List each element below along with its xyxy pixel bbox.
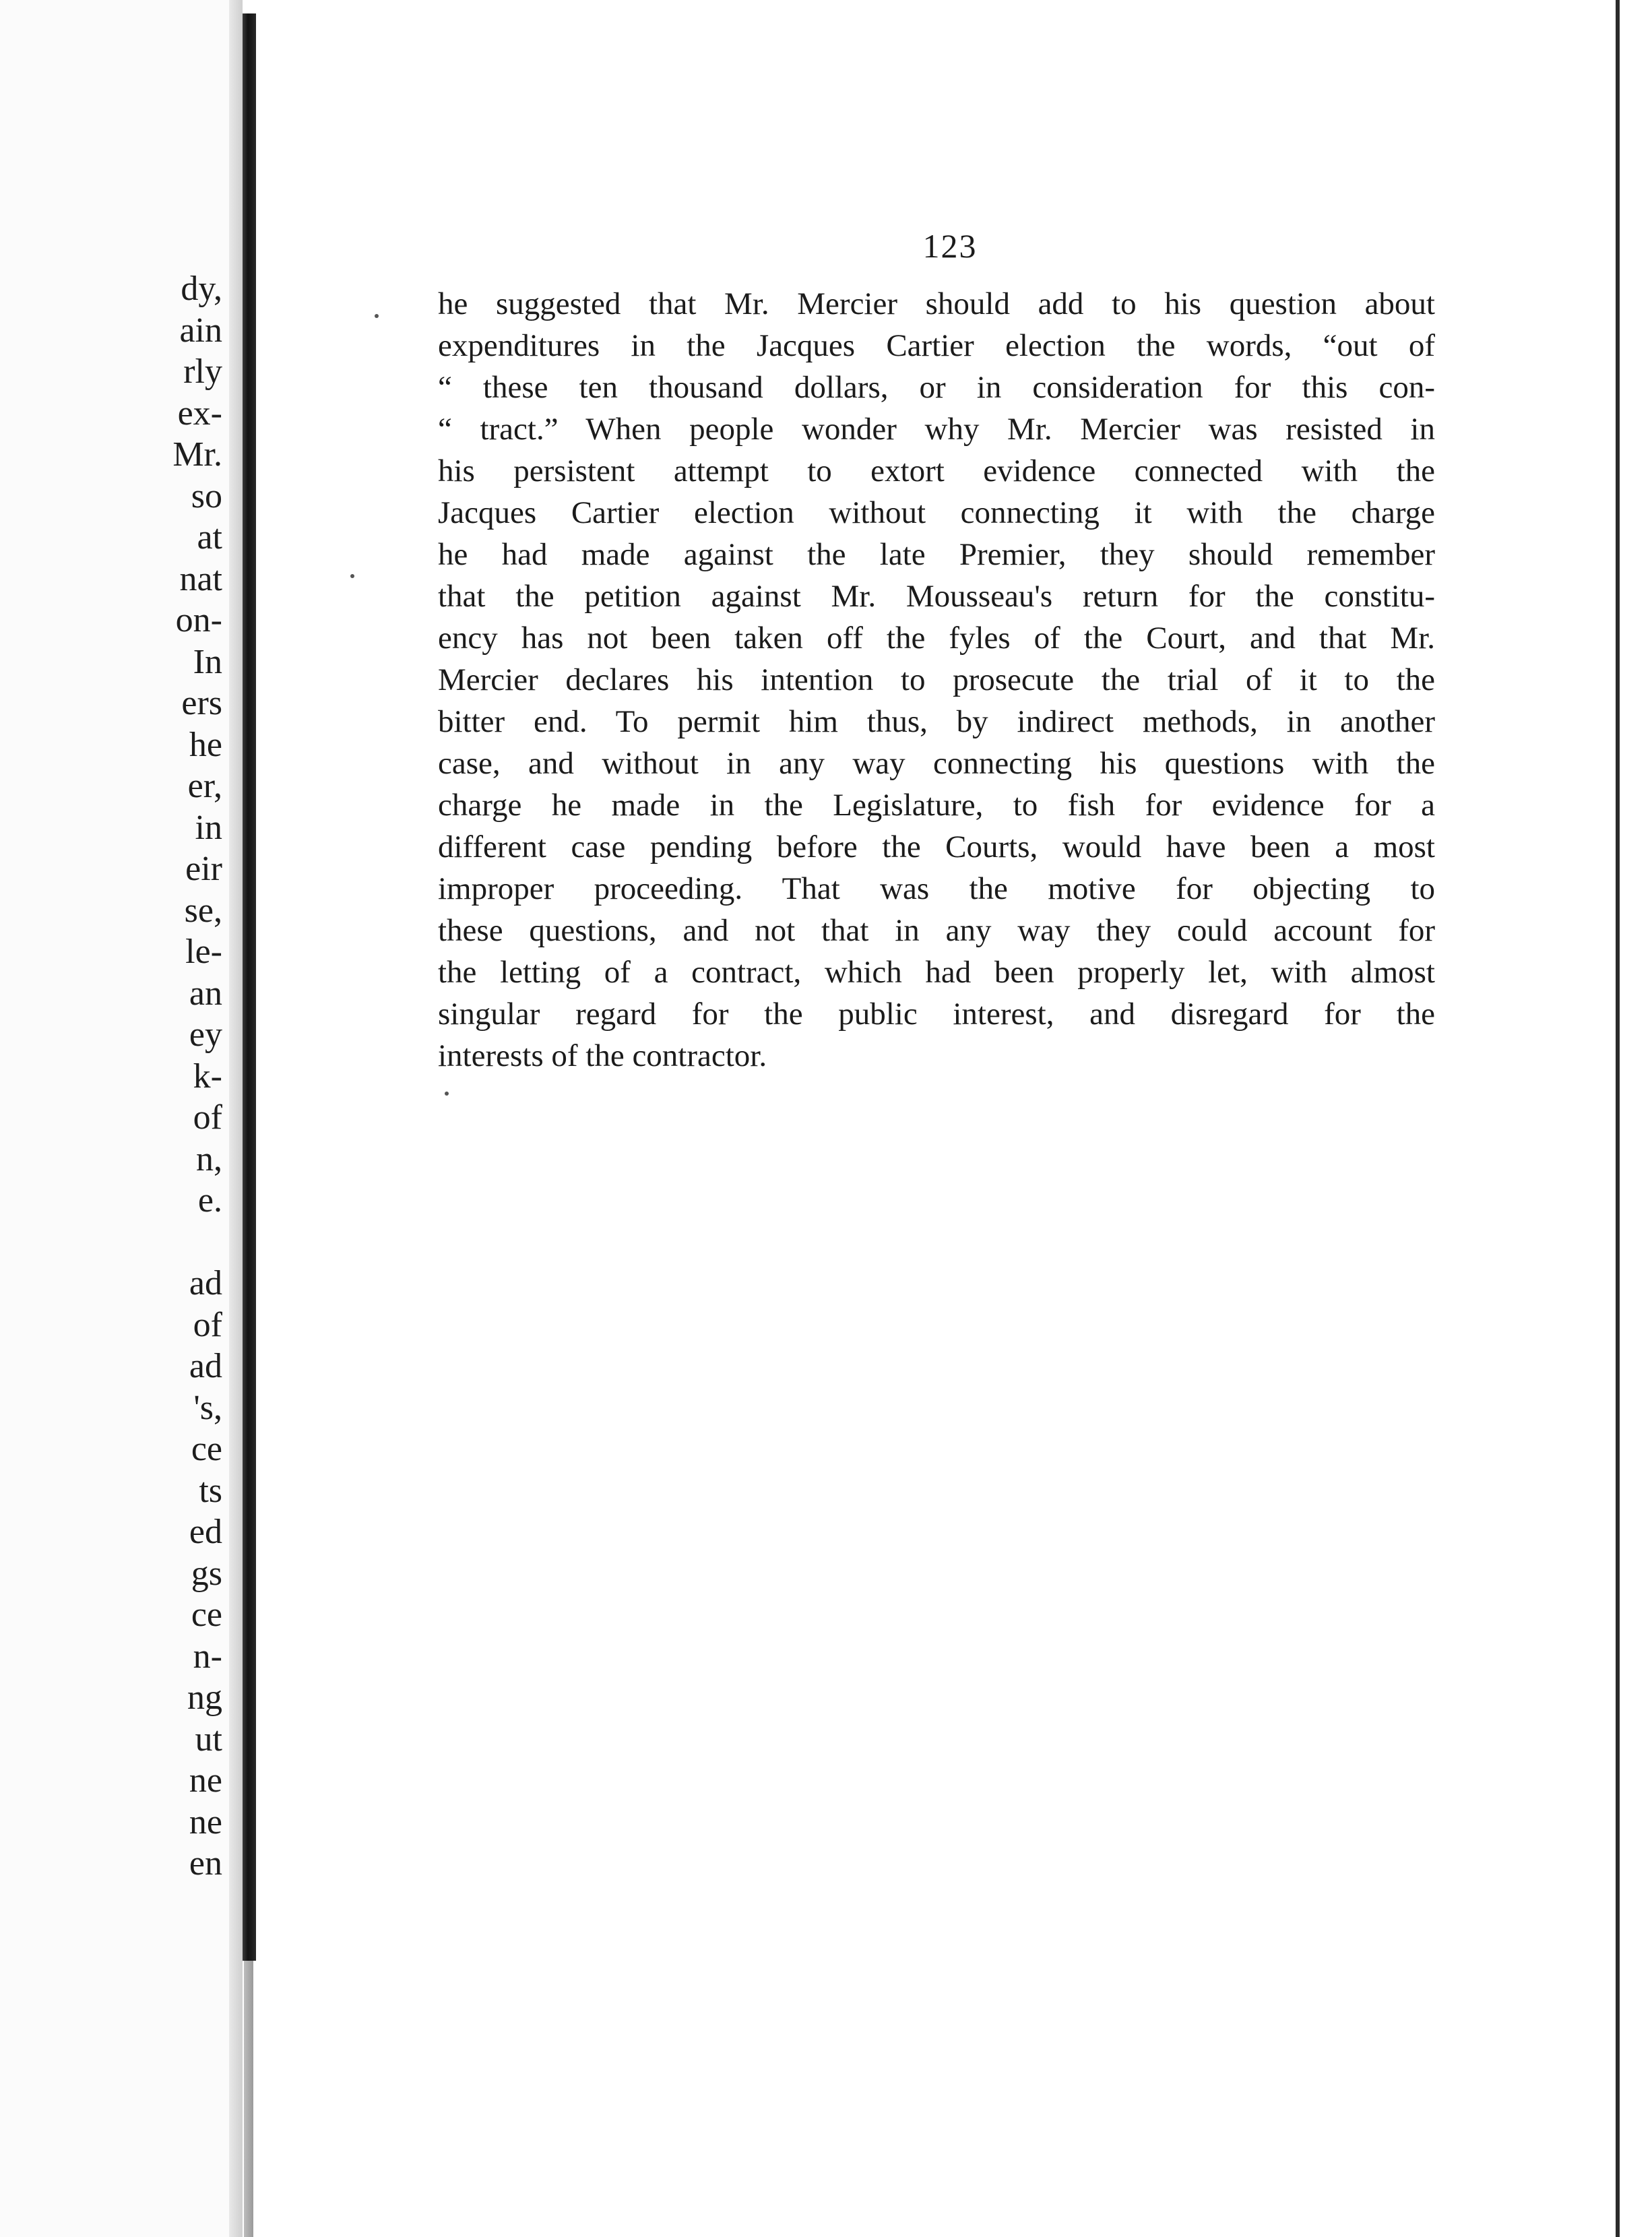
body-text-line: singular regard for the public interest, and disregard for the (438, 997, 1435, 1032)
previous-page-line: rly (183, 352, 222, 391)
previous-page-line: ad (189, 1264, 222, 1302)
previous-page-line: ut (195, 1720, 222, 1759)
previous-page-line: of (193, 1305, 222, 1344)
previous-page-line: at (197, 518, 222, 557)
scan-margin (1620, 0, 1652, 2237)
previous-page-line: ain (179, 311, 222, 350)
body-text-line: Mercier declares his intention to prosecute the trial of it to the (438, 662, 1435, 697)
body-text-line: expenditures in the Jacques Cartier election the words, “out of (438, 328, 1435, 363)
previous-page-line: ce (191, 1596, 222, 1634)
previous-page-line: gs (191, 1554, 222, 1593)
scan-speck (375, 314, 379, 318)
body-text-line: interests of the contractor. (438, 1038, 767, 1073)
previous-page-line: ne (189, 1761, 222, 1800)
previous-page-line: en (189, 1844, 222, 1883)
previous-page-line: se, (184, 891, 222, 930)
body-text-line: he had made against the late Premier, they should remember (438, 537, 1435, 572)
page-body-text (438, 283, 1435, 1077)
previous-page-line: of (193, 1098, 222, 1137)
previous-page-line: ng (187, 1678, 222, 1717)
body-text-line: bitter end. To permit him thus, by indirect methods, in another (438, 704, 1435, 739)
previous-page-line: ex- (177, 393, 222, 433)
previous-page-fragment (0, 0, 229, 2237)
previous-page-line: ts (199, 1471, 222, 1510)
previous-page-line: an (189, 974, 222, 1013)
previous-page-line (172, 1222, 222, 1263)
previous-page-line: ed (189, 1513, 222, 1551)
previous-page-line: er, (187, 767, 222, 805)
body-text-line: Jacques Cartier election without connecting it with the charge (438, 495, 1435, 530)
previous-page-line: le- (185, 933, 222, 971)
previous-page-line: ce (191, 1430, 222, 1468)
body-text-line: his persistent attempt to extort evidence connected with the (438, 453, 1435, 489)
body-text-line: case, and without in any way connecting his questions with the (438, 746, 1435, 781)
previous-page-line: n, (196, 1139, 222, 1178)
gutter-shadow (229, 0, 243, 2237)
previous-page-line: ey (189, 1015, 222, 1054)
previous-page-line: eir (185, 850, 222, 888)
body-text-line: “ these ten thousand dollars, or in consideration for this con- (438, 370, 1435, 405)
body-text-line: the letting of a contract, which had been properly let, with almost (438, 955, 1435, 990)
body-text-line: he suggested that Mr. Mercier should add to his question about (438, 286, 1435, 321)
previous-page-line: e. (197, 1181, 222, 1220)
previous-page-line: k- (193, 1057, 222, 1096)
body-text-line: these questions, and not that in any way they could account for (438, 913, 1435, 948)
body-text-line: “ tract.” When people wonder why Mr. Mercier was resisted in (438, 412, 1435, 447)
book-binding (243, 13, 256, 1961)
previous-page-line: n- (193, 1637, 222, 1676)
previous-page-line: nat (179, 559, 222, 598)
previous-page-line: ers (181, 684, 222, 722)
previous-page-text (172, 268, 222, 1885)
body-text-line: charge he made in the Legislature, to fish for evidence for a (438, 788, 1435, 823)
previous-page-line: In (193, 642, 222, 681)
scan-speck (445, 1092, 449, 1096)
body-text-line: different case pending before the Courts, would have been a most (438, 829, 1435, 864)
previous-page-line: Mr. (172, 435, 222, 474)
book-binding-lower (244, 1961, 253, 2237)
previous-page-line: on- (175, 601, 222, 639)
previous-page-line: in (195, 808, 222, 847)
previous-page-line: ad (189, 1347, 222, 1385)
page-number: 123 (922, 227, 978, 265)
body-text-line: ency has not been taken off the fyles of the Court, and that Mr. (438, 621, 1435, 656)
scan-speck (350, 574, 354, 578)
body-text-line: that the petition against Mr. Mousseau's return for the constitu- (438, 579, 1435, 614)
previous-page-line: dy, (181, 270, 222, 308)
previous-page-line: so (191, 476, 222, 515)
previous-page-line: ne (189, 1802, 222, 1841)
previous-page-line: he (189, 725, 222, 764)
previous-page-line: 's, (193, 1388, 222, 1427)
body-text-line: improper proceeding. That was the motive for objecting to (438, 871, 1435, 906)
